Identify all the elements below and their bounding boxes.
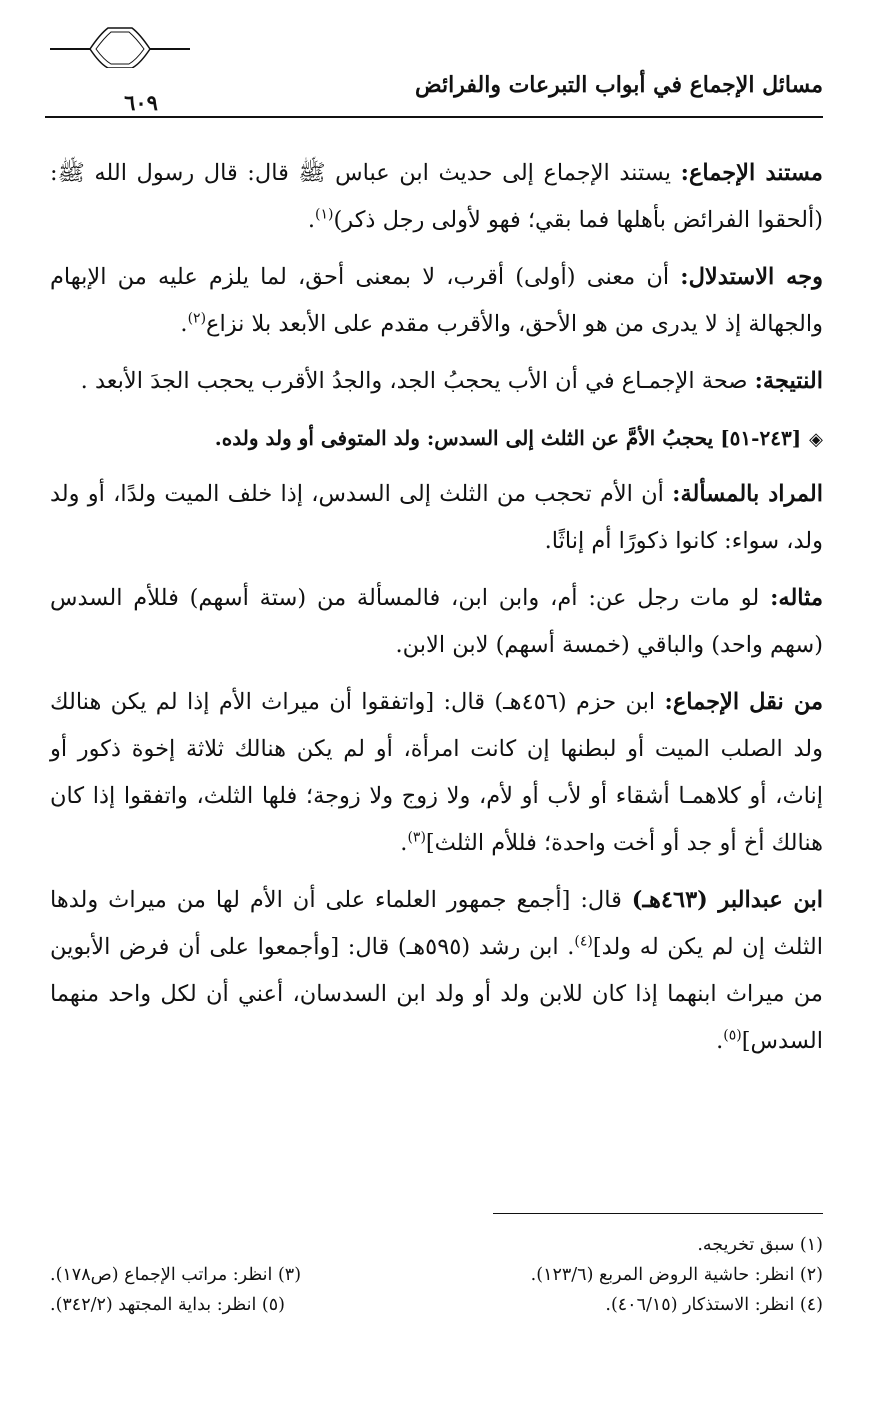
- footnote-ref[interactable]: (٥): [723, 1027, 742, 1044]
- footnote-ref[interactable]: (٤): [574, 933, 593, 950]
- paragraph-text: لو مات رجل عن: أم، وابن ابن، فالمسألة من (ستة أسهم) فللأم السدس (سهم واحد) والباقي (خمسة أسهم) لابن الابن.: [50, 585, 823, 658]
- paragraph-lead: ابن عبدالبر (٤٦٣هـ): [631, 887, 823, 913]
- paragraph-text: صحة الإجمـاع في أن الأب يحجبُ الجد، والجدُ الأقرب يحجب الجدَ الأبعد .: [80, 368, 755, 394]
- paragraph-tail: . ابن رشد (٥٩٥هـ) قال: [وأجمعوا على أن فرض الأبوين من ميراث ابنهما إذا كان للابن ولد أو ولد ابن السدسان، أعني أن لكل واحد منهما السدس]: [50, 934, 823, 1054]
- footnote-ref[interactable]: (٣): [407, 829, 426, 846]
- paragraph-inference: [50, 254, 823, 348]
- paragraph-tail: .: [307, 207, 316, 233]
- footnote-row: [50, 1260, 823, 1290]
- paragraph-lead: مثاله:: [770, 585, 823, 611]
- paragraph-ibn-abdulbarr: [50, 877, 823, 1065]
- footnote-rule: [493, 1213, 823, 1214]
- issue-heading: [50, 415, 823, 463]
- paragraph-transmitters: [50, 679, 823, 867]
- paragraph-text: قال: [أجمع جمهور العلماء على أن الأم لها من ميراث ولدها الثلث إن لم يكن له ولد]: [50, 887, 823, 960]
- diamond-icon: ◈: [809, 429, 823, 450]
- paragraph-lead: النتيجة:: [754, 368, 823, 394]
- footnote-3: (٣) انظر: مراتب الإجماع (ص١٧٨).: [50, 1265, 302, 1285]
- paragraph-tail: .: [180, 311, 188, 337]
- paragraph-lead: وجه الاستدلال:: [680, 264, 823, 290]
- paragraph-text: ابن حزم (٤٥٦هـ) قال: [واتفقوا أن ميراث الأم إذا لم يكن هنالك ولد الصلب الميت أو لبطنها إن كانت امرأة، أو لم يكن هنالك ثلاثة إخوة ذكور أو إناث، أو كلاهمـا أشقاء أو لأب أو لأم، ولا زوج ولا زوجة؛ فلها الثلث، واتفقوا إذا كان هنالك أخ أو جد أو أخت واحدة؛ فللأم الثلث]: [50, 689, 823, 856]
- paragraph-meaning: [50, 471, 823, 565]
- footnote-4: (٤) انظر: الاستذكار (٤٠٦/١٥).: [605, 1295, 823, 1315]
- paragraph-example: [50, 575, 823, 669]
- paragraph-text: أن الأم تحجب من الثلث إلى السدس، إذا خلف الميت ولدًا، أو ولد ولد، سواء: كانوا ذكورًا أم إناثًا.: [50, 481, 823, 554]
- paragraph-evidence: [50, 150, 823, 244]
- main-text: [50, 150, 823, 1075]
- footnote-1: (١) سبق تخريجه.: [697, 1235, 823, 1255]
- paragraph-text: أن معنى (أولى) أقرب، لا بمعنى أحق، لما يلزم عليه من الإبهام والجهالة إذ لا يدرى من هو الأحق، والأقرب مقدم على الأبعد بلا نزاع: [50, 264, 823, 337]
- header-rule: [45, 116, 823, 118]
- issue-title: [٢٤٣-٥١] يحجبُ الأمَّ عن الثلث إلى السدس: ولد المتوفى أو ولد ولده.: [214, 426, 802, 450]
- paragraph-tail: .: [716, 1028, 724, 1054]
- paragraph-text: يستند الإجماع إلى حديث ابن عباس ﷺ قال: قال رسول الله ﷺ: (ألحقوا الفرائض بأهلها فما بقي؛ فهو لأولى رجل ذكر): [50, 160, 823, 233]
- footnote-5: (٥) انظر: بداية المجتهد (٣٤٢/٢).: [50, 1295, 285, 1315]
- header-title: مسائل الإجماع في أبواب التبرعات والفرائض: [415, 72, 823, 98]
- footnote-ref[interactable]: (١): [315, 206, 334, 223]
- footnote-ref[interactable]: (٢): [187, 310, 207, 327]
- page-number-ornament-icon: [50, 14, 190, 68]
- footnote-row: [50, 1290, 823, 1320]
- paragraph-lead: المراد بالمسألة:: [672, 481, 823, 507]
- footnote-row: [50, 1230, 823, 1260]
- paragraph-result: [50, 358, 823, 405]
- paragraph-lead: من نقل الإجماع:: [664, 689, 823, 715]
- page-number: ٦٠٩: [124, 90, 158, 115]
- paragraph-tail: .: [400, 830, 408, 856]
- footnote-2: (٢) انظر: حاشية الروض المربع (١٢٣/٦).: [530, 1265, 823, 1285]
- paragraph-lead: مستند الإجماع:: [680, 160, 823, 186]
- footnotes: [50, 1230, 823, 1320]
